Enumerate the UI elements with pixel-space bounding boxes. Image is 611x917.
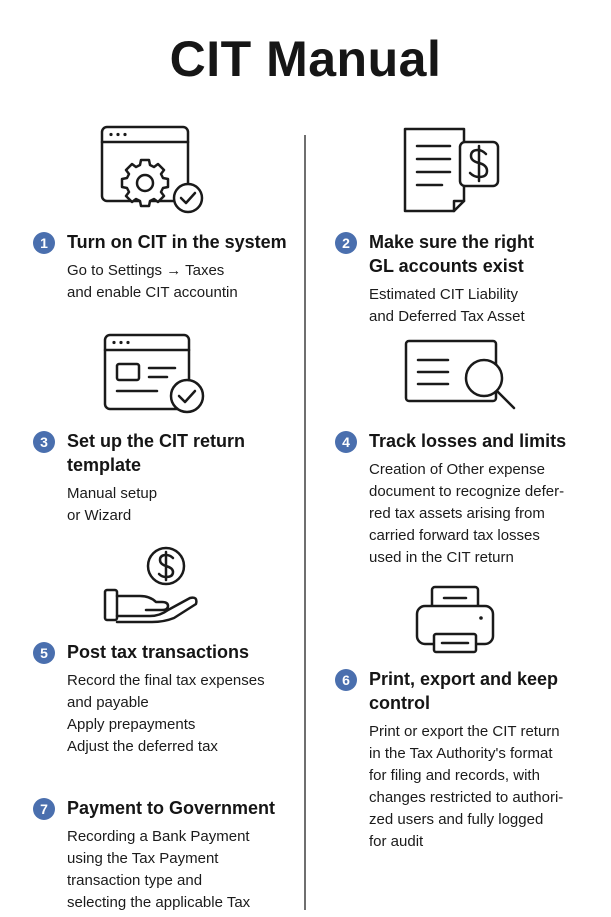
browser-window-gear-check-icon [100,124,210,216]
page-title: CIT Manual [169,31,442,87]
step-text-line: Estimated CIT Liability [369,286,518,303]
step-text-line: transaction type and [67,872,203,889]
step-text-line: changes restricted to authori- [369,789,564,806]
step-title: Payment to Government [67,798,276,818]
step-1 [33,230,287,304]
column-divider [304,135,306,910]
step-title: Track losses and limits [369,431,567,451]
step-text-line: for audit [369,833,424,850]
step-number-badge: 6 [335,669,357,691]
step-text-line: and Deferred Tax Asset [369,308,525,325]
step-title: Post tax transactions [67,642,250,662]
step-6 [335,667,563,853]
step-text-line: Creation of Other expense [369,461,545,478]
step-text-line: and enable CIT accountin [67,284,238,301]
step-title: Turn on CIT in the system [67,232,287,252]
step-text-line: using the Tax Payment [67,850,219,867]
step-title: Make sure the right [369,232,535,252]
step-text-line: selecting the applicable Tax [67,894,251,911]
step-number-badge: 7 [33,798,55,820]
step-text-line: Print or export the CIT return [369,723,560,740]
step-number-badge: 1 [33,232,55,254]
step-text-line: Record the final tax expenses [67,672,265,689]
step-text-line: and payable [67,694,149,711]
step-5 [33,640,265,758]
step-text-line: in the Tax Authority's format [369,745,553,762]
step-text-line: Apply prepayments [67,716,196,733]
step-number-badge: 4 [335,431,357,453]
step-text-line: used in the CIT return [369,549,514,566]
printer-icon [414,584,496,656]
step-text-line: Go to Settings → Taxes [67,262,225,279]
step-number-badge: 2 [335,232,357,254]
step-title: control [369,693,430,713]
step-7 [33,796,275,914]
step-title: Set up the CIT return [67,431,246,451]
document-magnifier-icon [404,338,519,414]
step-title: GL accounts exist [369,256,524,276]
step-text-line: carried forward tax losses [369,527,540,544]
step-text-line: document to recognize defer- [369,483,565,500]
step-text-line: Manual setup [67,485,158,502]
step-title: template [67,455,142,475]
document-dollar-icon [402,126,502,216]
hand-dollar-coin-icon [102,540,202,624]
step-text-line: Recording a Bank Payment [67,828,250,845]
step-title: Print, export and keep [369,669,559,689]
step-text-line: red tax assets arising from [369,505,545,522]
step-3 [33,429,245,527]
step-number-badge: 5 [33,642,55,664]
step-2 [335,230,534,328]
step-text-line: or Wizard [67,507,132,524]
browser-form-check-icon [103,332,209,416]
step-text-line: zed users and fully logged [369,811,544,828]
step-4 [335,429,566,569]
step-number-badge: 3 [33,431,55,453]
step-text-line: Adjust the deferred tax [67,738,218,755]
step-text-line: for filing and records, with [369,767,540,784]
